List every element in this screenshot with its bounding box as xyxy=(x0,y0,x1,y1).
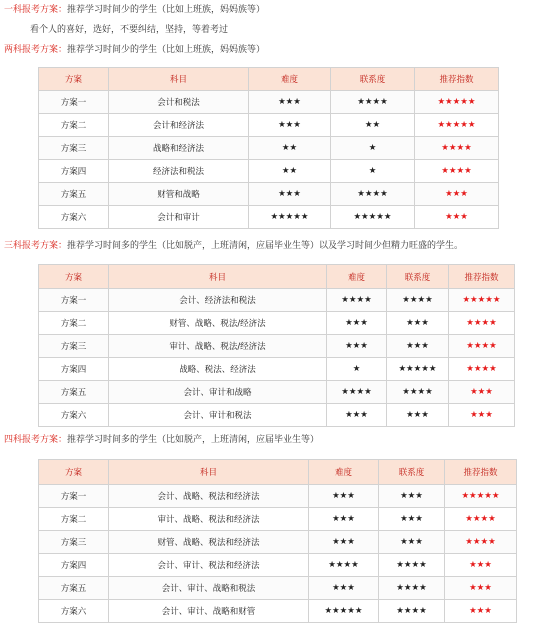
table-row xyxy=(39,206,499,229)
relevance-cell: ★★★★ xyxy=(379,554,445,577)
table-row xyxy=(39,404,515,427)
two-subject-intro xyxy=(4,43,265,57)
plan-cell: 方案三 xyxy=(39,137,109,160)
subjects-cell: 会计、审计和战略 xyxy=(109,381,327,404)
table-row xyxy=(39,91,499,114)
recommendation-cell: ★★★ xyxy=(415,206,499,229)
table-row xyxy=(39,137,499,160)
difficulty-cell: ★★★ xyxy=(309,531,379,554)
table-row xyxy=(39,335,515,358)
column-header-relevance: 联系度 xyxy=(379,460,445,485)
two-subject-label: 两科报考方案： xyxy=(4,45,68,55)
plan-cell: 方案五 xyxy=(39,577,109,600)
column-header-recommendation: 推荐指数 xyxy=(445,460,517,485)
relevance-cell: ★★★ xyxy=(387,335,449,358)
three-subject-label: 三科报考方案： xyxy=(4,241,68,251)
subjects-cell: 会计、审计、战略和税法 xyxy=(109,577,309,600)
difficulty-cell: ★★ xyxy=(249,160,331,183)
four-subject-text: 推荐学习时间多的学生（比如脱产，上班清闲，应届毕业生等） xyxy=(67,435,320,445)
difficulty-cell: ★★★ xyxy=(309,485,379,508)
recommendation-cell: ★★★★ xyxy=(449,358,515,381)
table-row xyxy=(39,114,499,137)
plan-cell: 方案二 xyxy=(39,114,109,137)
column-header-difficulty: 难度 xyxy=(249,68,331,91)
column-header-plan: 方案 xyxy=(39,68,109,91)
recommendation-cell: ★★★★ xyxy=(445,508,517,531)
difficulty-cell: ★★★★ xyxy=(327,381,387,404)
two-subject-table xyxy=(38,67,499,229)
recommendation-cell: ★★★ xyxy=(449,381,515,404)
plan-cell: 方案二 xyxy=(39,312,109,335)
table-row xyxy=(39,381,515,404)
plan-cell: 方案六 xyxy=(39,404,109,427)
recommendation-cell: ★★★ xyxy=(445,600,517,623)
relevance-cell: ★ xyxy=(331,160,415,183)
difficulty-cell: ★★★★ xyxy=(309,554,379,577)
recommendation-cell: ★★★★★ xyxy=(449,289,515,312)
subjects-cell: 会计、战略、税法和经济法 xyxy=(109,485,309,508)
column-header-subjects: 科目 xyxy=(109,460,309,485)
table-row xyxy=(39,577,517,600)
recommendation-cell: ★★★ xyxy=(415,183,499,206)
column-header-subjects: 科目 xyxy=(109,68,249,91)
subjects-cell: 财管、战略、税法和经济法 xyxy=(109,531,309,554)
three-subject-intro xyxy=(4,239,463,253)
difficulty-cell: ★★★★ xyxy=(327,289,387,312)
subjects-cell: 会计、审计和税法 xyxy=(109,404,327,427)
recommendation-cell: ★★★★★ xyxy=(415,114,499,137)
plan-cell: 方案一 xyxy=(39,485,109,508)
three-subject-text: 推荐学习时间多的学生（比如脱产，上班清闲，应届毕业生等）以及学习时间少但精力旺盛的学生。 xyxy=(67,241,464,251)
subjects-cell: 审计、战略、税法/经济法 xyxy=(109,335,327,358)
subjects-cell: 会计、审计、战略和财管 xyxy=(109,600,309,623)
table-row xyxy=(39,600,517,623)
plan-cell: 方案五 xyxy=(39,183,109,206)
relevance-cell: ★★ xyxy=(331,114,415,137)
table-row xyxy=(39,183,499,206)
four-subject-label: 四科报考方案： xyxy=(4,435,68,445)
difficulty-cell: ★★★ xyxy=(309,508,379,531)
column-header-plan: 方案 xyxy=(39,460,109,485)
recommendation-cell: ★★★★★ xyxy=(445,485,517,508)
relevance-cell: ★★★ xyxy=(379,485,445,508)
table-row xyxy=(39,531,517,554)
one-subject-text: 推荐学习时间少的学生（比如上班族，妈妈族等） xyxy=(67,5,266,15)
relevance-cell: ★★★ xyxy=(387,312,449,335)
three-subject-table xyxy=(38,264,515,427)
subjects-cell: 会计和审计 xyxy=(109,206,249,229)
recommendation-cell: ★★★ xyxy=(445,577,517,600)
difficulty-cell: ★★★★★ xyxy=(309,600,379,623)
difficulty-cell: ★★ xyxy=(249,137,331,160)
column-header-subjects: 科目 xyxy=(109,265,327,289)
header-row xyxy=(39,68,499,91)
table-row xyxy=(39,358,515,381)
column-header-relevance: 联系度 xyxy=(387,265,449,289)
one-subject-label: 一科报考方案： xyxy=(4,5,68,15)
column-header-plan: 方案 xyxy=(39,265,109,289)
column-header-recommendation: 推荐指数 xyxy=(449,265,515,289)
relevance-cell: ★★★★ xyxy=(331,183,415,206)
plan-cell: 方案四 xyxy=(39,554,109,577)
subjects-cell: 审计、战略、税法和经济法 xyxy=(109,508,309,531)
two-subject-text: 推荐学习时间少的学生（比如上班族，妈妈族等） xyxy=(67,45,266,55)
relevance-cell: ★★★ xyxy=(379,531,445,554)
relevance-cell: ★★★★ xyxy=(387,289,449,312)
relevance-cell: ★★★★ xyxy=(379,577,445,600)
plan-cell: 方案一 xyxy=(39,91,109,114)
header-row xyxy=(39,460,517,485)
four-subject-intro xyxy=(4,433,319,447)
subjects-cell: 会计、经济法和税法 xyxy=(109,289,327,312)
plan-cell: 方案四 xyxy=(39,358,109,381)
plan-cell: 方案三 xyxy=(39,335,109,358)
subjects-cell: 会计和税法 xyxy=(109,91,249,114)
one-subject-intro xyxy=(4,3,265,17)
table-row xyxy=(39,289,515,312)
recommendation-cell: ★★★★ xyxy=(449,335,515,358)
table-row xyxy=(39,508,517,531)
table-row xyxy=(39,485,517,508)
plan-cell: 方案六 xyxy=(39,206,109,229)
difficulty-cell: ★★★ xyxy=(249,91,331,114)
difficulty-cell: ★ xyxy=(327,358,387,381)
relevance-cell: ★★★★ xyxy=(331,91,415,114)
header-row xyxy=(39,265,515,289)
difficulty-cell: ★★★ xyxy=(327,312,387,335)
relevance-cell: ★★★★★ xyxy=(387,358,449,381)
difficulty-cell: ★★★ xyxy=(249,114,331,137)
subjects-cell: 战略、税法、经济法 xyxy=(109,358,327,381)
subjects-cell: 经济法和税法 xyxy=(109,160,249,183)
subjects-cell: 会计、审计、税法和经济法 xyxy=(109,554,309,577)
relevance-cell: ★★★★ xyxy=(387,381,449,404)
column-header-recommendation: 推荐指数 xyxy=(415,68,499,91)
relevance-cell: ★ xyxy=(331,137,415,160)
plan-cell: 方案一 xyxy=(39,289,109,312)
relevance-cell: ★★★ xyxy=(387,404,449,427)
relevance-cell: ★★★ xyxy=(379,508,445,531)
difficulty-cell: ★★★ xyxy=(327,404,387,427)
plan-cell: 方案五 xyxy=(39,381,109,404)
column-header-difficulty: 难度 xyxy=(327,265,387,289)
recommendation-cell: ★★★ xyxy=(445,554,517,577)
column-header-difficulty: 难度 xyxy=(309,460,379,485)
table-row xyxy=(39,160,499,183)
plan-cell: 方案三 xyxy=(39,531,109,554)
difficulty-cell: ★★★★★ xyxy=(249,206,331,229)
four-subject-table xyxy=(38,459,517,623)
column-header-relevance: 联系度 xyxy=(331,68,415,91)
subjects-cell: 财管和战略 xyxy=(109,183,249,206)
difficulty-cell: ★★★ xyxy=(309,577,379,600)
subjects-cell: 财管、战略、税法/经济法 xyxy=(109,312,327,335)
relevance-cell: ★★★★★ xyxy=(331,206,415,229)
one-subject-advice: 看个人的喜好，选好，不要纠结，坚持，等着考过 xyxy=(30,25,229,35)
plan-cell: 方案四 xyxy=(39,160,109,183)
table-row xyxy=(39,554,517,577)
recommendation-cell: ★★★★ xyxy=(445,531,517,554)
subjects-cell: 会计和经济法 xyxy=(109,114,249,137)
subjects-cell: 战略和经济法 xyxy=(109,137,249,160)
recommendation-cell: ★★★★ xyxy=(415,137,499,160)
recommendation-cell: ★★★★ xyxy=(415,160,499,183)
difficulty-cell: ★★★ xyxy=(327,335,387,358)
difficulty-cell: ★★★ xyxy=(249,183,331,206)
recommendation-cell: ★★★ xyxy=(449,404,515,427)
plan-cell: 方案六 xyxy=(39,600,109,623)
recommendation-cell: ★★★★★ xyxy=(415,91,499,114)
table-row xyxy=(39,312,515,335)
recommendation-cell: ★★★★ xyxy=(449,312,515,335)
plan-cell: 方案二 xyxy=(39,508,109,531)
relevance-cell: ★★★★ xyxy=(379,600,445,623)
